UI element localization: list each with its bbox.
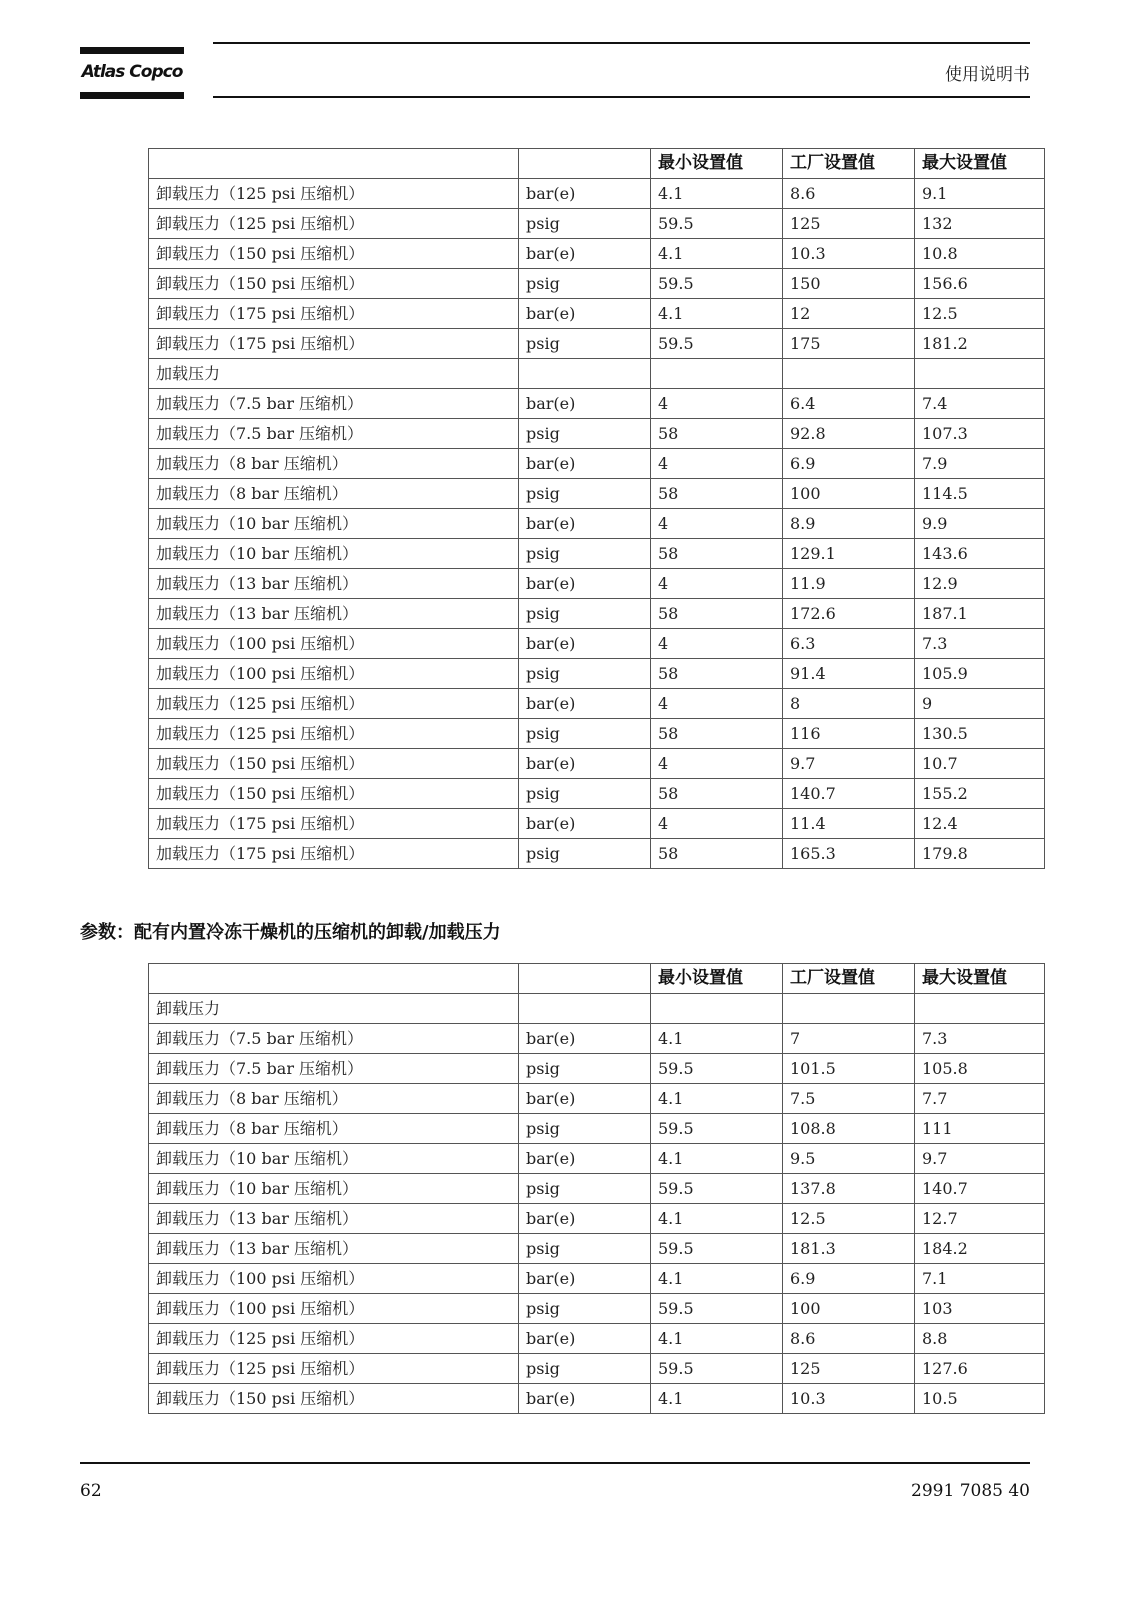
table-row [149,839,1045,869]
max-value-cell: 103 [915,1294,1045,1324]
min-value-cell [651,994,783,1024]
unit-cell: bar(e) [519,1144,651,1174]
max-value-cell: 7.7 [915,1084,1045,1114]
column-header-max: 最大设置值 [915,964,1045,994]
max-value-cell: 9.7 [915,1144,1045,1174]
parameter-cell: 卸载压力（150 psi 压缩机） [149,269,519,299]
unit-cell: bar(e) [519,749,651,779]
parameter-cell: 卸载压力（150 psi 压缩机） [149,1384,519,1414]
max-value-cell: 114.5 [915,479,1045,509]
parameter-cell: 加载压力（100 psi 压缩机） [149,629,519,659]
unit-cell: psig [519,209,651,239]
table-row [149,539,1045,569]
unit-cell: psig [519,659,651,689]
unit-cell: bar(e) [519,509,651,539]
column-header-unit [519,149,651,179]
unit-cell: psig [519,1174,651,1204]
factory-value-cell: 172.6 [783,599,915,629]
min-value-cell: 58 [651,419,783,449]
min-value-cell: 58 [651,839,783,869]
factory-value-cell: 101.5 [783,1054,915,1084]
min-value-cell: 4.1 [651,1144,783,1174]
table-row [149,329,1045,359]
logo-text: Atlas Copco [81,62,183,82]
factory-value-cell [783,359,915,389]
parameter-cell: 卸载压力（125 psi 压缩机） [149,1354,519,1384]
unit-cell: psig [519,719,651,749]
table-row [149,1234,1045,1264]
min-value-cell: 4 [651,629,783,659]
factory-value-cell: 9.7 [783,749,915,779]
max-value-cell: 10.7 [915,749,1045,779]
max-value-cell: 7.4 [915,389,1045,419]
table-row [149,479,1045,509]
unit-cell: psig [519,419,651,449]
max-value-cell: 181.2 [915,329,1045,359]
page-number: 62 [80,1481,102,1501]
parameter-cell: 加载压力（10 bar 压缩机） [149,539,519,569]
max-value-cell: 12.7 [915,1204,1045,1234]
parameter-cell: 卸载压力（13 bar 压缩机） [149,1204,519,1234]
min-value-cell: 58 [651,539,783,569]
table-row [149,389,1045,419]
min-value-cell: 4.1 [651,1024,783,1054]
parameter-cell: 加载压力（13 bar 压缩机） [149,569,519,599]
max-value-cell: 107.3 [915,419,1045,449]
unit-cell: bar(e) [519,689,651,719]
parameter-cell: 卸载压力（175 psi 压缩机） [149,299,519,329]
parameter-cell: 加载压力（125 psi 压缩机） [149,719,519,749]
min-value-cell: 4 [651,569,783,599]
min-value-cell: 4.1 [651,1264,783,1294]
table-row [149,1144,1045,1174]
parameter-cell: 卸载压力（13 bar 压缩机） [149,1234,519,1264]
factory-value-cell [783,994,915,1024]
parameter-cell: 加载压力（150 psi 压缩机） [149,749,519,779]
unit-cell: bar(e) [519,179,651,209]
table-row [149,1084,1045,1114]
unit-cell: psig [519,1234,651,1264]
unit-cell: bar(e) [519,809,651,839]
unit-cell: bar(e) [519,1384,651,1414]
table-row [149,629,1045,659]
unit-cell: psig [519,779,651,809]
parameter-cell: 加载压力（7.5 bar 压缩机） [149,419,519,449]
factory-value-cell: 91.4 [783,659,915,689]
factory-value-cell: 92.8 [783,419,915,449]
column-header-unit [519,964,651,994]
table-row [149,779,1045,809]
table-row [149,1264,1045,1294]
table-row [149,269,1045,299]
unit-cell: bar(e) [519,1324,651,1354]
factory-value-cell: 175 [783,329,915,359]
column-header-factory: 工厂设置值 [783,149,915,179]
table-row [149,1024,1045,1054]
min-value-cell: 58 [651,479,783,509]
max-value-cell [915,359,1045,389]
column-header-min: 最小设置值 [651,964,783,994]
unit-cell: bar(e) [519,1264,651,1294]
parameter-cell: 卸载压力（7.5 bar 压缩机） [149,1024,519,1054]
parameter-cell: 加载压力（100 psi 压缩机） [149,659,519,689]
parameter-cell: 加载压力（8 bar 压缩机） [149,449,519,479]
parameter-cell: 加载压力（8 bar 压缩机） [149,479,519,509]
parameter-cell: 卸载压力（7.5 bar 压缩机） [149,1054,519,1084]
document-title: 使用说明书 [945,65,1030,85]
unit-cell: bar(e) [519,389,651,419]
table-row [149,659,1045,689]
min-value-cell: 4.1 [651,1204,783,1234]
parameter-cell: 卸载压力（8 bar 压缩机） [149,1084,519,1114]
unit-cell: psig [519,1054,651,1084]
factory-value-cell: 116 [783,719,915,749]
parameter-cell: 加载压力（13 bar 压缩机） [149,599,519,629]
unit-cell: bar(e) [519,569,651,599]
factory-value-cell: 11.9 [783,569,915,599]
table-row [149,1384,1045,1414]
parameter-cell: 加载压力 [149,359,519,389]
unit-cell: psig [519,539,651,569]
factory-value-cell: 6.9 [783,449,915,479]
factory-value-cell: 100 [783,479,915,509]
table-row [149,1204,1045,1234]
factory-value-cell: 10.3 [783,239,915,269]
table-row [149,179,1045,209]
column-header-parameter [149,149,519,179]
factory-value-cell: 7.5 [783,1084,915,1114]
max-value-cell: 10.8 [915,239,1045,269]
section-heading: 参数：配有内置冷冻干燥机的压缩机的卸载/加载压力 [80,922,501,943]
unit-cell: bar(e) [519,1204,651,1234]
factory-value-cell: 7 [783,1024,915,1054]
column-header-max: 最大设置值 [915,149,1045,179]
min-value-cell: 4 [651,749,783,779]
table-body [149,994,1045,1414]
table-row [149,1354,1045,1384]
table-row [149,1324,1045,1354]
min-value-cell: 4.1 [651,1324,783,1354]
table-header-row [149,149,1045,179]
max-value-cell: 9.1 [915,179,1045,209]
table-row [149,419,1045,449]
table-row [149,239,1045,269]
unit-cell: psig [519,839,651,869]
parameter-cell: 卸载压力（10 bar 压缩机） [149,1174,519,1204]
factory-value-cell: 165.3 [783,839,915,869]
min-value-cell: 58 [651,599,783,629]
factory-value-cell: 10.3 [783,1384,915,1414]
parameter-cell: 卸载压力（8 bar 压缩机） [149,1114,519,1144]
table-row [149,809,1045,839]
table-row [149,299,1045,329]
unit-cell: psig [519,1114,651,1144]
atlas-copco-logo [80,47,184,99]
pressure-settings-table [148,148,1045,869]
min-value-cell: 59.5 [651,1054,783,1084]
max-value-cell: 12.4 [915,809,1045,839]
min-value-cell: 59.5 [651,1114,783,1144]
unit-cell: psig [519,269,651,299]
min-value-cell: 58 [651,659,783,689]
unit-cell: psig [519,1354,651,1384]
table-row [149,719,1045,749]
parameter-cell: 卸载压力（175 psi 压缩机） [149,329,519,359]
factory-value-cell: 100 [783,1294,915,1324]
max-value-cell: 105.8 [915,1054,1045,1084]
min-value-cell: 4 [651,809,783,839]
parameter-cell: 加载压力（7.5 bar 压缩机） [149,389,519,419]
unit-cell: psig [519,329,651,359]
parameter-cell: 加载压力（175 psi 压缩机） [149,839,519,869]
max-value-cell: 10.5 [915,1384,1045,1414]
table-body [149,179,1045,869]
max-value-cell: 7.9 [915,449,1045,479]
unit-cell: bar(e) [519,1084,651,1114]
unit-cell: bar(e) [519,449,651,479]
max-value-cell: 7.3 [915,1024,1045,1054]
table-header-row [149,964,1045,994]
table-row [149,449,1045,479]
factory-value-cell: 12.5 [783,1204,915,1234]
unit-cell: bar(e) [519,1024,651,1054]
dryer-pressure-settings-table [148,963,1045,1414]
header-rule-bottom [213,96,1030,98]
min-value-cell [651,359,783,389]
max-value-cell: 127.6 [915,1354,1045,1384]
max-value-cell: 8.8 [915,1324,1045,1354]
unit-cell: bar(e) [519,239,651,269]
min-value-cell: 4 [651,689,783,719]
min-value-cell: 59.5 [651,209,783,239]
min-value-cell: 4 [651,509,783,539]
max-value-cell: 12.9 [915,569,1045,599]
factory-value-cell: 140.7 [783,779,915,809]
max-value-cell: 130.5 [915,719,1045,749]
max-value-cell: 7.1 [915,1264,1045,1294]
max-value-cell: 9 [915,689,1045,719]
factory-value-cell: 11.4 [783,809,915,839]
table-row [149,509,1045,539]
column-header-factory: 工厂设置值 [783,964,915,994]
min-value-cell: 4 [651,389,783,419]
factory-value-cell: 150 [783,269,915,299]
min-value-cell: 4.1 [651,299,783,329]
max-value-cell [915,994,1045,1024]
parameter-cell: 加载压力（175 psi 压缩机） [149,809,519,839]
table-row [149,1174,1045,1204]
table-row [149,1114,1045,1144]
factory-value-cell: 8.6 [783,179,915,209]
factory-value-cell: 125 [783,1354,915,1384]
factory-value-cell: 12 [783,299,915,329]
factory-value-cell: 6.9 [783,1264,915,1294]
min-value-cell: 59.5 [651,1234,783,1264]
max-value-cell: 155.2 [915,779,1045,809]
min-value-cell: 59.5 [651,269,783,299]
parameter-cell: 卸载压力（10 bar 压缩机） [149,1144,519,1174]
parameter-cell: 加载压力（150 psi 压缩机） [149,779,519,809]
min-value-cell: 4 [651,449,783,479]
min-value-cell: 59.5 [651,1354,783,1384]
document-number: 2991 7085 40 [911,1481,1030,1501]
unit-cell: psig [519,479,651,509]
table-row [149,599,1045,629]
table-row [149,689,1045,719]
table-row [149,749,1045,779]
table-row [149,1294,1045,1324]
max-value-cell: 140.7 [915,1174,1045,1204]
unit-cell: bar(e) [519,629,651,659]
max-value-cell: 111 [915,1114,1045,1144]
max-value-cell: 105.9 [915,659,1045,689]
column-header-parameter [149,964,519,994]
parameter-cell: 卸载压力（125 psi 压缩机） [149,1324,519,1354]
table-row [149,569,1045,599]
unit-cell: psig [519,1294,651,1324]
logo-bar-top [80,47,184,54]
parameter-cell: 卸载压力（100 psi 压缩机） [149,1294,519,1324]
min-value-cell: 59.5 [651,329,783,359]
factory-value-cell: 8.9 [783,509,915,539]
min-value-cell: 4.1 [651,1384,783,1414]
parameter-cell: 卸载压力（125 psi 压缩机） [149,179,519,209]
max-value-cell: 187.1 [915,599,1045,629]
factory-value-cell: 137.8 [783,1174,915,1204]
table-row [149,1054,1045,1084]
table-row [149,359,1045,389]
factory-value-cell: 181.3 [783,1234,915,1264]
factory-value-cell: 6.4 [783,389,915,419]
unit-cell [519,994,651,1024]
max-value-cell: 9.9 [915,509,1045,539]
max-value-cell: 179.8 [915,839,1045,869]
min-value-cell: 58 [651,779,783,809]
min-value-cell: 59.5 [651,1174,783,1204]
min-value-cell: 4.1 [651,179,783,209]
table-row [149,994,1045,1024]
unit-cell: bar(e) [519,299,651,329]
parameter-cell: 卸载压力 [149,994,519,1024]
parameter-cell: 卸载压力（100 psi 压缩机） [149,1264,519,1294]
factory-value-cell: 9.5 [783,1144,915,1174]
parameter-cell: 加载压力（125 psi 压缩机） [149,689,519,719]
unit-cell: psig [519,599,651,629]
max-value-cell: 12.5 [915,299,1045,329]
min-value-cell: 4.1 [651,239,783,269]
factory-value-cell: 108.8 [783,1114,915,1144]
factory-value-cell: 8.6 [783,1324,915,1354]
unit-cell [519,359,651,389]
parameter-cell: 加载压力（10 bar 压缩机） [149,509,519,539]
footer-rule [80,1462,1030,1464]
min-value-cell: 59.5 [651,1294,783,1324]
min-value-cell: 4.1 [651,1084,783,1114]
column-header-min: 最小设置值 [651,149,783,179]
table-row [149,209,1045,239]
max-value-cell: 132 [915,209,1045,239]
header-rule-top [213,42,1030,44]
factory-value-cell: 8 [783,689,915,719]
factory-value-cell: 6.3 [783,629,915,659]
max-value-cell: 143.6 [915,539,1045,569]
min-value-cell: 58 [651,719,783,749]
parameter-cell: 卸载压力（125 psi 压缩机） [149,209,519,239]
logo-bar-bottom [80,92,184,99]
factory-value-cell: 129.1 [783,539,915,569]
max-value-cell: 7.3 [915,629,1045,659]
parameter-cell: 卸载压力（150 psi 压缩机） [149,239,519,269]
max-value-cell: 156.6 [915,269,1045,299]
max-value-cell: 184.2 [915,1234,1045,1264]
factory-value-cell: 125 [783,209,915,239]
